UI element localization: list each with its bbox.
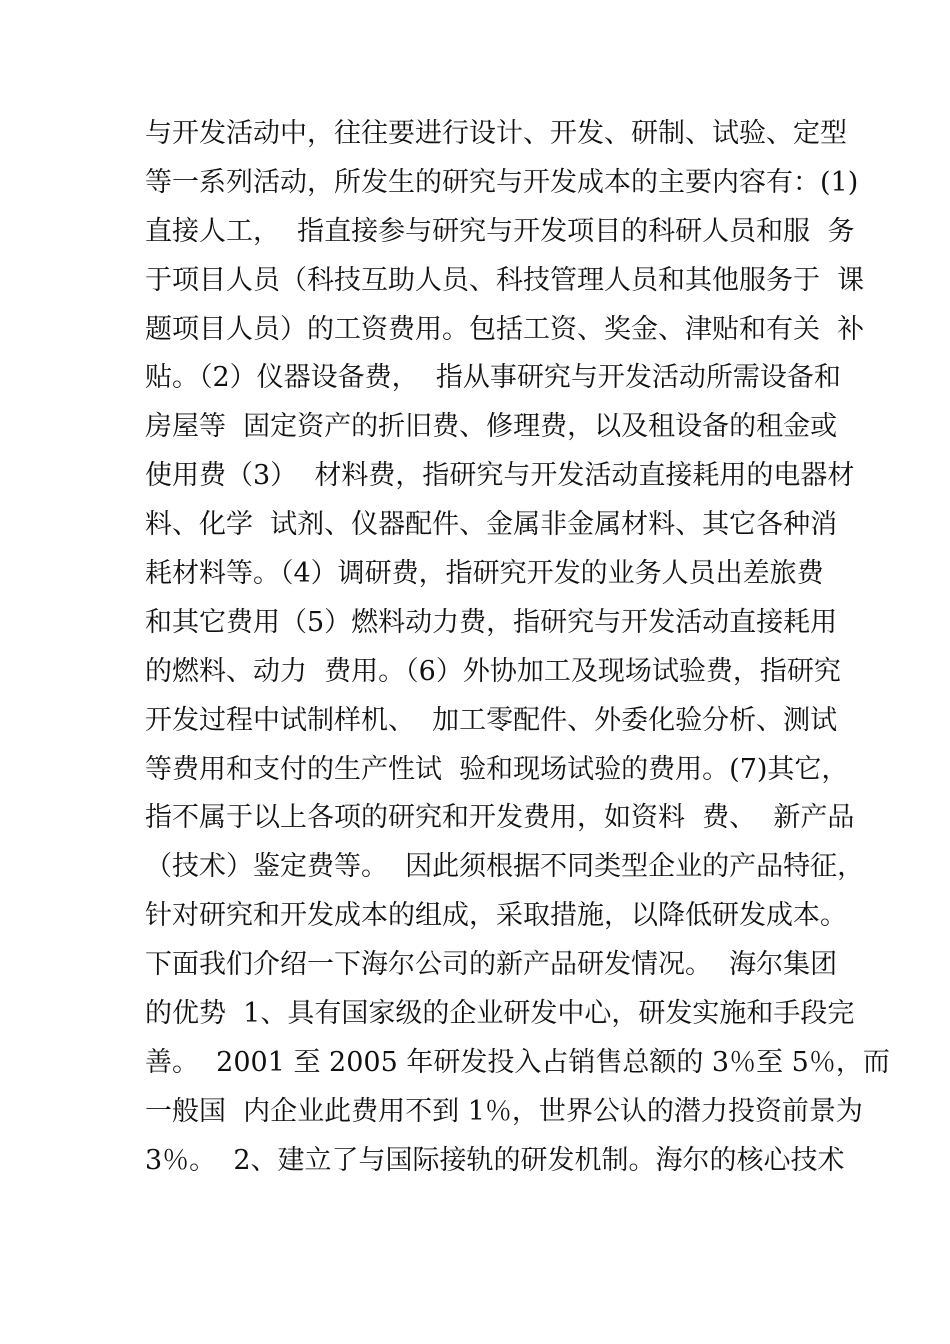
- text-line: 直接人工， 指直接参与研究与开发项目的科研人员和服 务: [145, 215, 855, 247]
- text-line: 料、化学 试剂、仪器配件、金属非金属材料、其它各种消: [145, 509, 838, 541]
- text-line: 贴。（2）仪器设备费， 指从事研究与开发活动所需设备和: [145, 362, 841, 394]
- text-line: 指不属于以上各项的研究和开发费用，如资料 费、 新产品: [145, 802, 855, 834]
- text-line: 等一系列活动，所发生的研究与开发成本的主要内容有：(1): [145, 166, 859, 198]
- text-line: 题项目人员）的工资费用。包括工资、奖金、津贴和有关 补: [145, 313, 865, 345]
- text-line: 善。 2001 至 2005 年研发投入占销售总额的 3％至 5％，而: [145, 1046, 890, 1078]
- text-line: 下面我们介绍一下海尔公司的新产品研发情况。 海尔集团: [145, 949, 838, 981]
- text-line: 和其它费用（5）燃料动力费，指研究与开发活动直接耗用: [145, 606, 838, 638]
- text-line: 的燃料、动力 费用。（6）外协加工及现场试验费，指研究: [145, 655, 841, 687]
- text-line: 的优势 1、具有国家级的企业研发中心，研发实施和手段完: [145, 998, 855, 1030]
- text-line: 针对研究和开发成本的组成，采取措施，以降低研发成本。: [145, 900, 847, 932]
- text-line: 开发过程中试制样机、 加工零配件、外委化验分析、测试: [145, 704, 838, 736]
- text-line: 等费用和支付的生产性试 验和现场试验的费用。(7)其它，: [145, 753, 849, 785]
- text-line: 耗材料等。（4）调研费，指研究开发的业务人员出差旅费: [145, 558, 824, 590]
- text-line: 与开发活动中，往往要进行设计、开发、研制、试验、定型: [145, 118, 847, 149]
- body-text: [145, 110, 890, 1186]
- text-line: 于项目人员（科技互助人员、科技管理人员和其他服务于 课: [145, 264, 865, 296]
- text-line: 3％。 2、建立了与国际接轨的研发机制。海尔的核心技术: [145, 1144, 845, 1176]
- text-line: 房屋等 固定资产的折旧费、修理费，以及租设备的租金或: [145, 411, 838, 443]
- text-line: 一般国 内企业此费用不到 1％，世界公认的潜力投资前景为: [145, 1095, 863, 1127]
- text-line: 使用费（3） 材料费，指研究与开发活动直接耗用的电器材: [145, 460, 855, 492]
- text-line: （技术）鉴定费等。 因此须根据不同类型企业的产品特征，: [145, 851, 865, 883]
